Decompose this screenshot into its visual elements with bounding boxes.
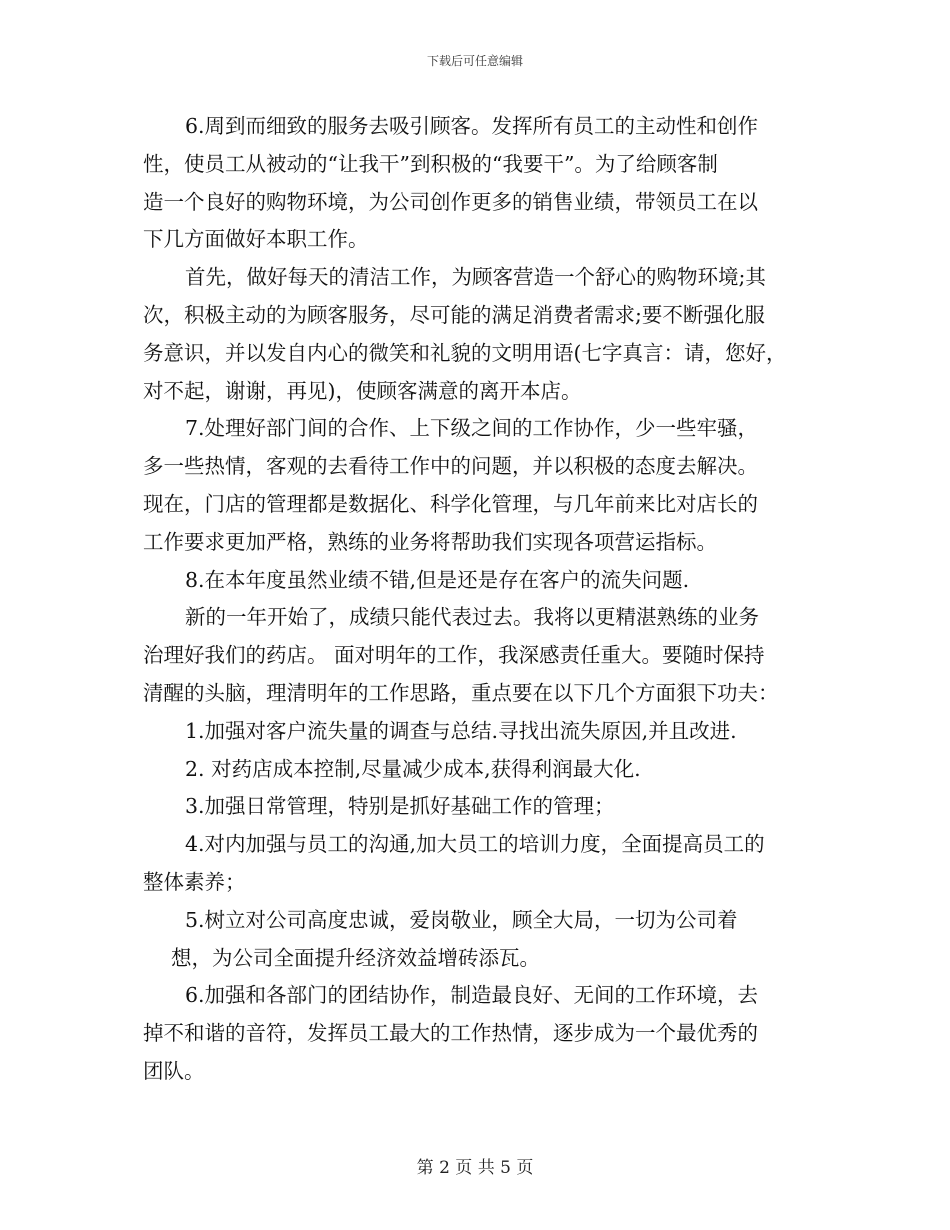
text-line: 下几方面做好本职工作。 — [143, 227, 369, 252]
text-line: 5.树立对公司高度忠诚，爱岗敬业，顾全大局，一切为公司着 — [185, 907, 738, 932]
text-line: 团队。 — [143, 1058, 205, 1083]
text-line: 7.处理好部门间的合作、上下级之间的工作协作，少一些牢骚， — [185, 416, 759, 441]
text-line: 首先，做好每天的清洁工作，为顾客营造一个舒心的购物环境;其 — [185, 265, 766, 290]
text-line: 造一个良好的购物环境，为公司创作更多的销售业绩，带领员工在以 — [143, 189, 758, 214]
page-footer: 第 2 页 共 5 页 — [416, 1158, 534, 1178]
text-line: 新的一年开始了，成绩只能代表过去。我将以更精湛熟练的业务 — [185, 605, 759, 630]
text-line: 务意识，并以发自内心的微笑和礼貌的文明用语(七字真言：请，您好， — [143, 340, 787, 365]
text-line: 对不起，谢谢，再见)，使顾客满意的离开本店。 — [143, 378, 582, 403]
text-line: 8.在本年度虽然业绩不错,但是还是存在客户的流失问题. — [185, 567, 690, 592]
text-line: 1.加强对客户流失量的调查与总结.寻找出流失原因,并且改进. — [185, 718, 737, 743]
page-header: 下载后可任意编辑 — [426, 54, 523, 68]
text-line: 6.周到而细致的服务去吸引顾客。发挥所有员工的主动性和创作 — [185, 114, 759, 138]
document-body — [143, 108, 823, 1091]
text-line: 性，使员工从被动的“让我干”到积极的“我要干”。为了给顾客制 — [143, 151, 718, 176]
text-line: 现在，门店的管理都是数据化、科学化管理，与几年前来比对店长的 — [143, 491, 758, 516]
text-line: 工作要求更加严格，熟练的业务将帮助我们实现各项营运指标。 — [143, 529, 717, 554]
text-line: 想，为公司全面提升经济效益增砖添瓦。 — [171, 945, 540, 970]
text-line: 次，积极主动的为顾客服务，尽可能的满足消费者需求;要不断强化服 — [143, 302, 765, 327]
text-line: 3.加强日常管理，特别是抓好基础工作的管理； — [185, 794, 615, 819]
text-line: 清醒的头脑，理清明年的工作思路，重点要在以下几个方面狠下功夫： — [143, 680, 779, 705]
text-line: 4.对内加强与员工的沟通,加大员工的培训力度，全面提高员工的 — [185, 832, 765, 857]
text-line: 掉不和谐的音符，发挥员工最大的工作热情，逐步成为一个最优秀的 — [143, 1021, 758, 1046]
text-line: 多一些热情，客观的去看待工作中的问题，并以积极的态度去解决。 — [143, 454, 758, 479]
text-line: 治理好我们的药店。 面对明年的工作，我深感责任重大。要随时保持 — [143, 643, 765, 668]
text-line: 2. 对药店成本控制,尽量减少成本,获得利润最大化. — [185, 756, 641, 781]
text-line: 整体素养； — [143, 869, 246, 894]
text-line: 6.加强和各部门的团结协作，制造最良好、无间的工作环境，去 — [185, 983, 759, 1008]
